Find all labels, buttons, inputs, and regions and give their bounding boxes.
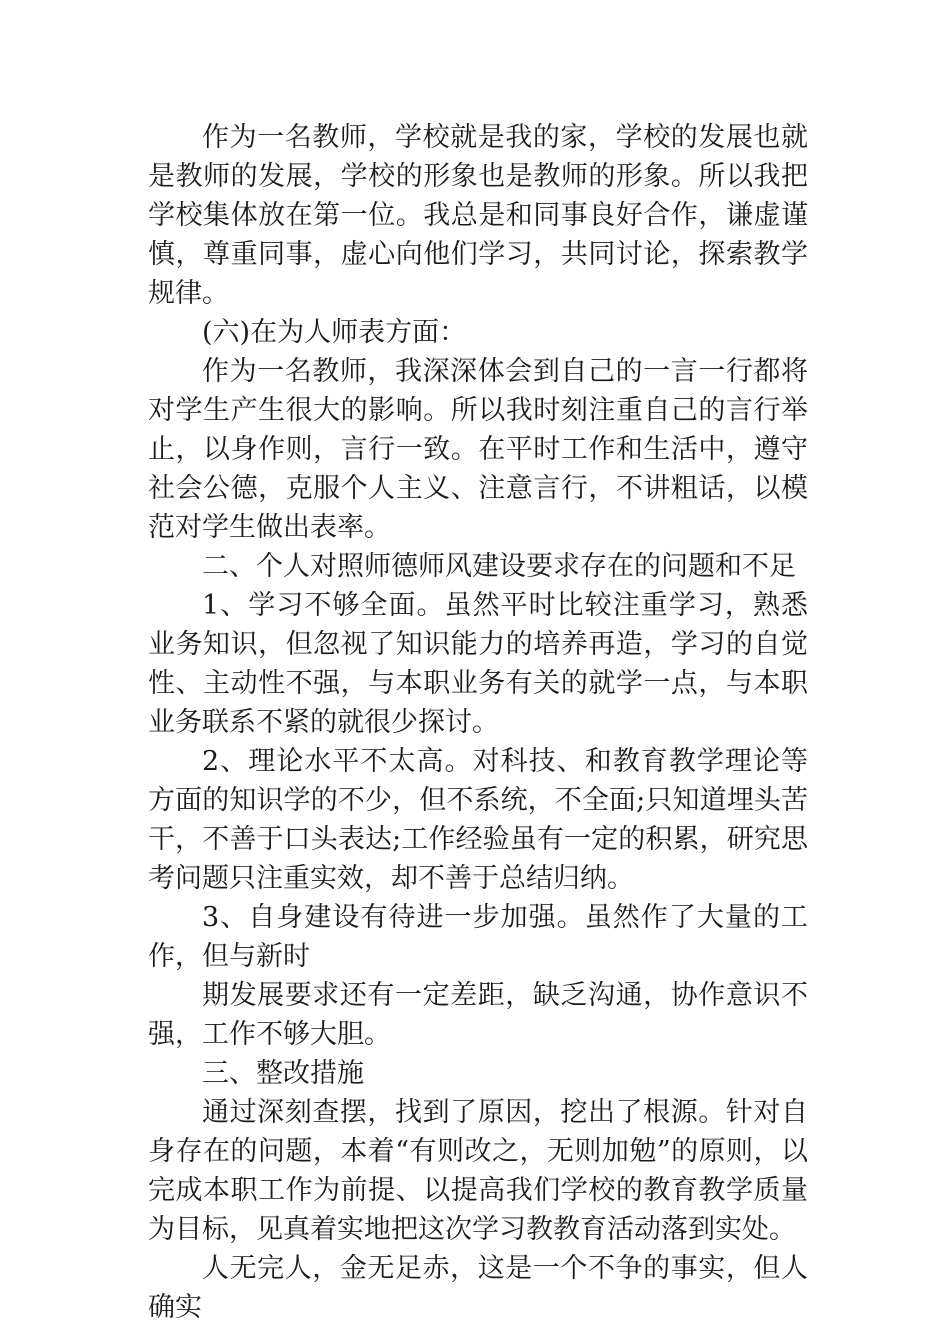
paragraph-measures: 通过深刻查摆，找到了原因，挖出了根源。针对自身存在的问题，本着“有则改之，无则加勉”的原则，以完成本职工作为前提、以提高我们学校的教育教学质量为目标，见真着实地把这次学习教教育活动落到实处。 <box>148 1097 808 1245</box>
paragraph-problem-3-continued: 期发展要求还有一定差距，缺乏沟通，协作意识不强，工作不够大胆。 <box>148 980 808 1050</box>
paragraph-nobody-perfect: 人无完人，金无足赤，这是一个不争的事实，但人确实 <box>148 1253 808 1323</box>
paragraph-problem-2: 2、理论水平不太高。对科技、和教育教学理论等方面的知识学的不少，但不系统，不全面;只知道埋头苦干，不善于口头表达;工作经验虽有一定的积累，研究思考问题只注重实效，却不善于总结归纳。 <box>148 746 808 894</box>
section-heading-six: (六)在为人师表方面： <box>202 317 467 348</box>
section-heading-measures: 三、整改措施 <box>202 1058 364 1089</box>
document-body <box>148 118 808 1327</box>
paragraph-role-model: 作为一名教师，我深深体会到自己的一言一行都将对学生产生很大的影响。所以我时刻注重自己的言行举止，以身作则，言行一致。在平时工作和生活中，遵守社会公德，克服个人主义、注意言行，不讲粗话，以模范对学生做出表率。 <box>148 356 808 543</box>
paragraph-problem-3: 3、自身建设有待进一步加强。虽然作了大量的工作，但与新时 <box>148 902 808 972</box>
paragraph-school-as-home: 作为一名教师，学校就是我的家，学校的发展也就是教师的发展，学校的形象也是教师的形象。所以我把学校集体放在第一位。我总是和同事良好合作，谦虚谨慎，尊重同事，虚心向他们学习，共同讨论，探索教学规律。 <box>148 122 808 309</box>
paragraph-problem-1: 1、学习不够全面。虽然平时比较注重学习，熟悉业务知识，但忽视了知识能力的培养再造，学习的自觉性、主动性不强，与本职业务有关的就学一点，与本职业务联系不紧的就很少探讨。 <box>148 590 808 738</box>
section-heading-problems: 二、个人对照师德师风建设要求存在的问题和不足 <box>202 551 796 582</box>
